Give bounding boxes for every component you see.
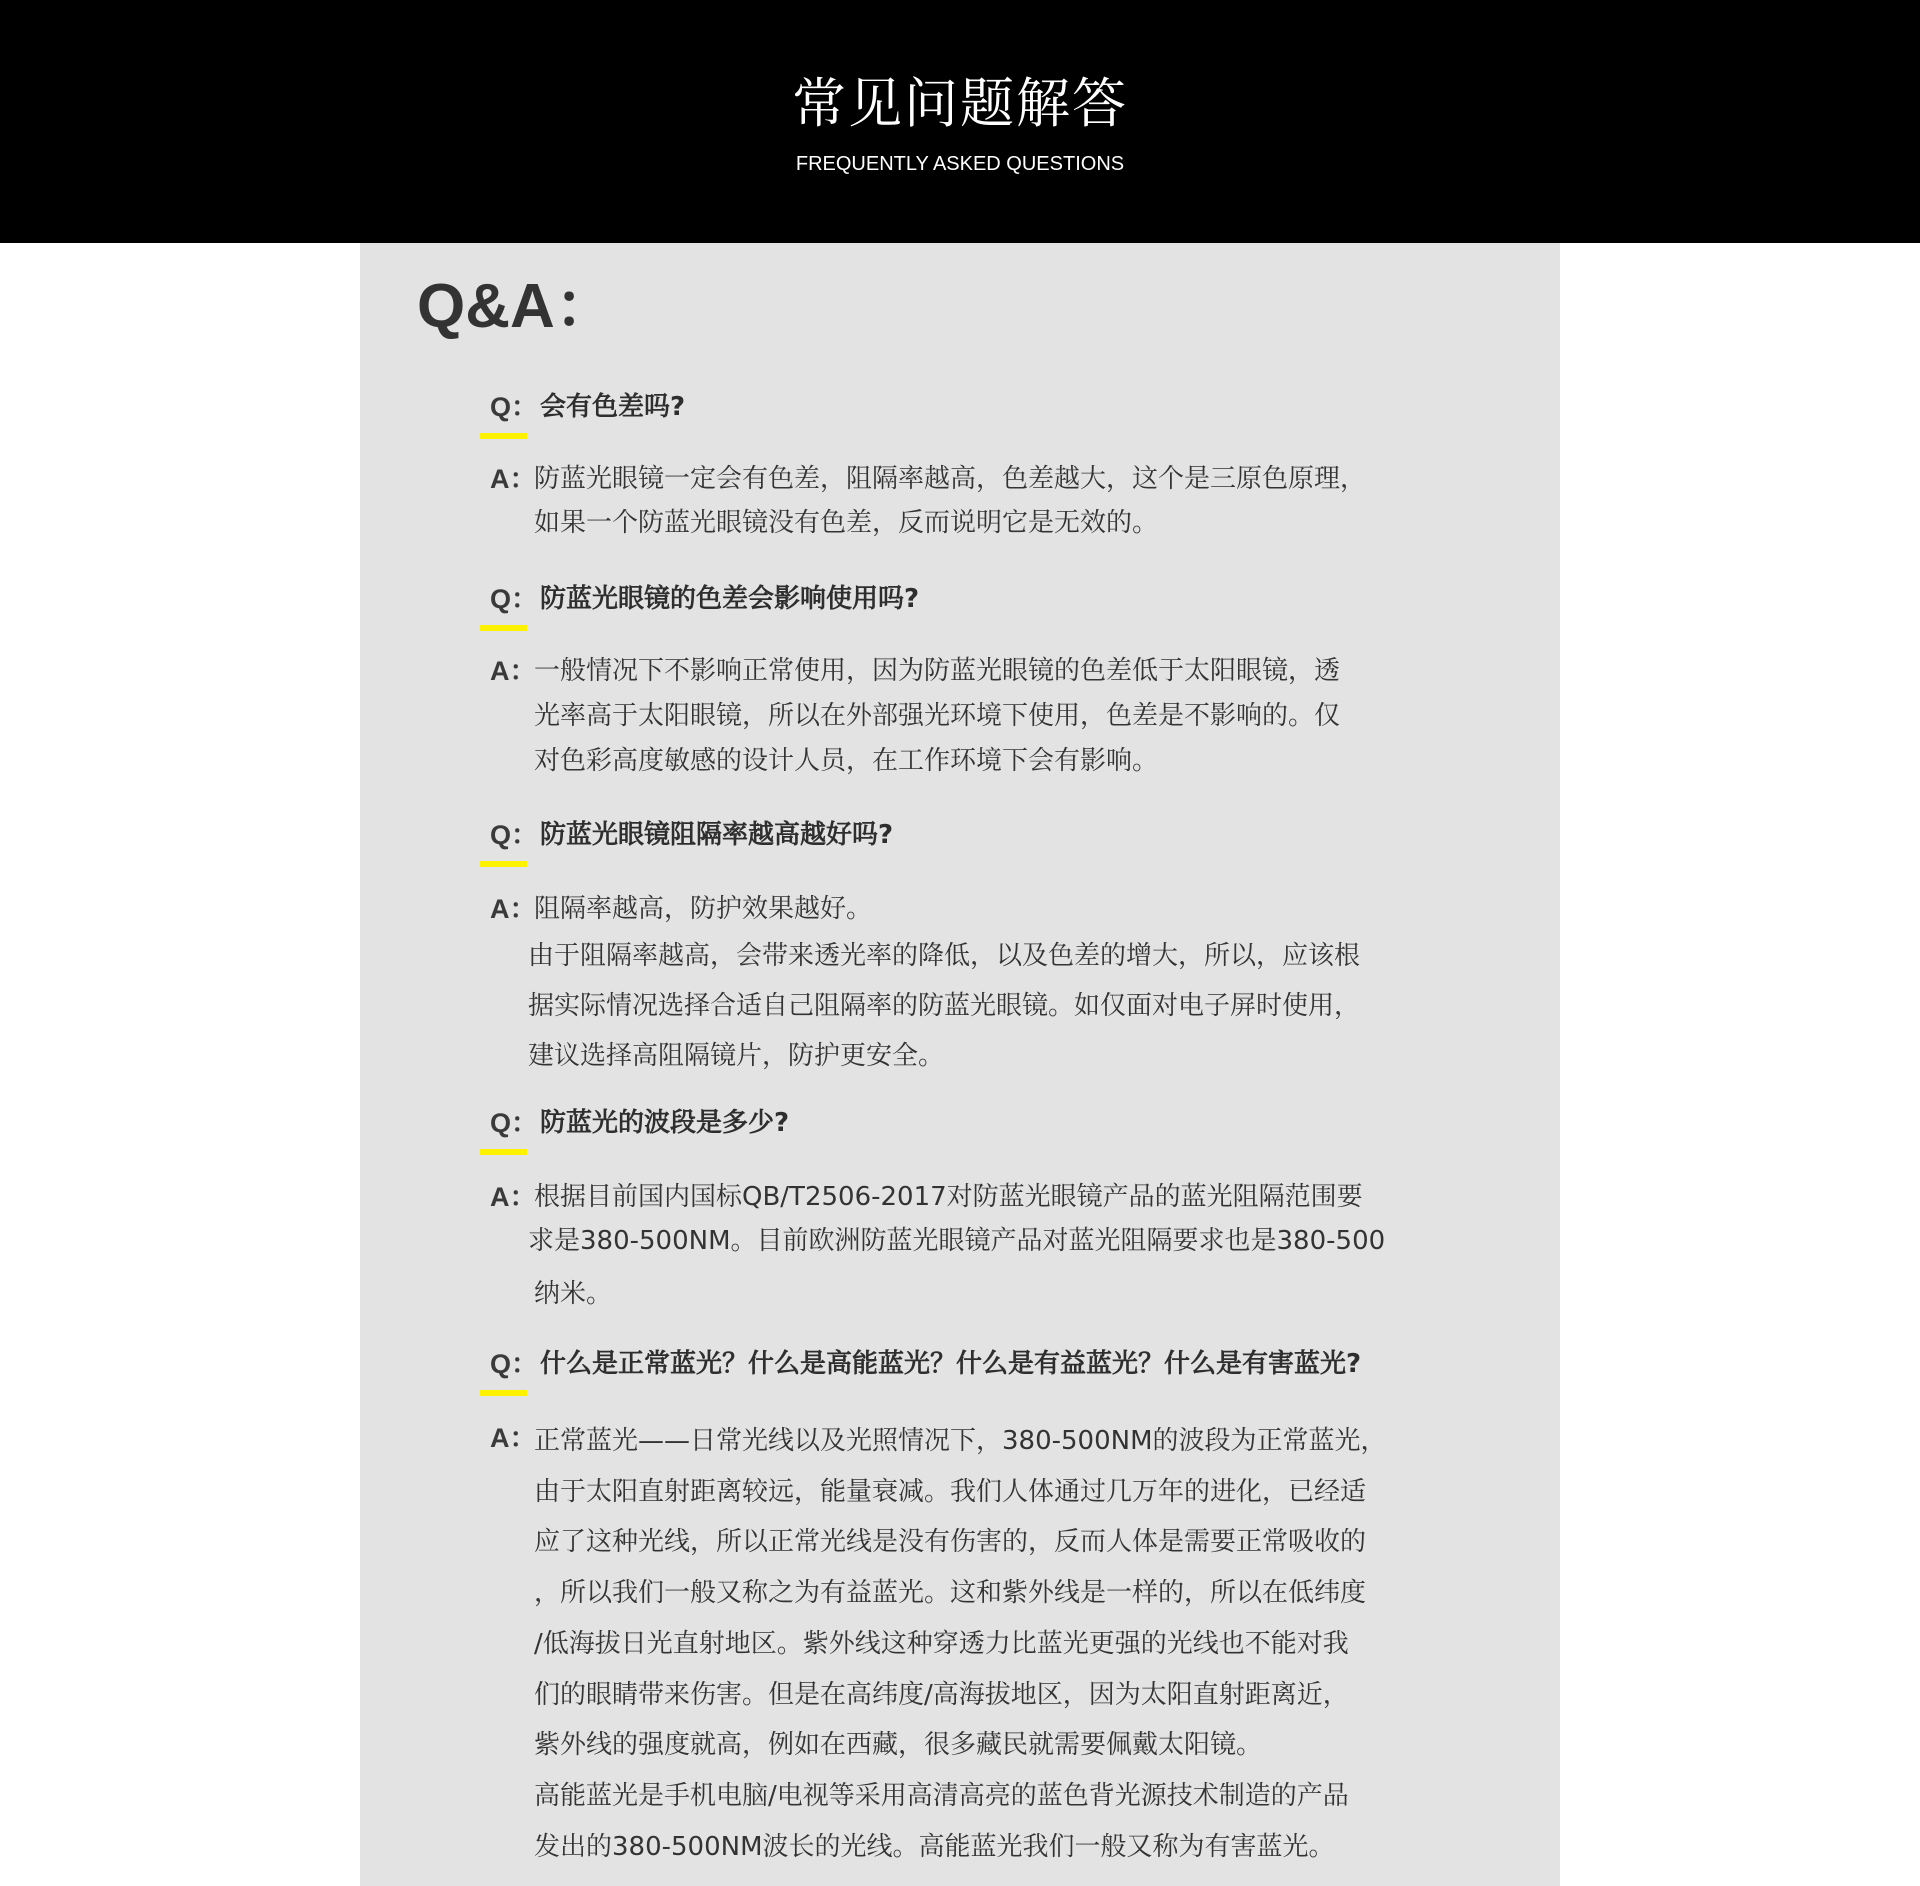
answer-prefix: A： (490, 894, 537, 924)
answer-line: 纳米。 (534, 1279, 613, 1309)
qa-heading: Q&A： (417, 272, 617, 341)
answer-line: 一般情况下不影响正常使用，因为防蓝光眼镜的色差低于太阳眼镜，透 (534, 656, 1341, 686)
answer-prefix: A： (490, 656, 537, 686)
answer-line: 应了这种光线，所以正常光线是没有伤害的，反而人体是需要正常吸收的 (534, 1527, 1367, 1558)
answer-line: 对色彩高度敏感的设计人员，在工作环境下会有影响。 (534, 746, 1159, 776)
question-text: 防蓝光眼镜的色差会影响使用吗? (540, 584, 920, 614)
question-prefix: Q： (490, 1349, 539, 1379)
answer-line: 根据目前国内国标QB/T2506-2017对防蓝光眼镜产品的蓝光阻隔范围要 (534, 1182, 1363, 1212)
answer-line: 据实际情况选择合适自己阻隔率的防蓝光眼镜。如仅面对电子屏时使用， (528, 991, 1361, 1021)
answer-line: 正常蓝光——日常光线以及光照情况下，380-500NM的波段为正常蓝光， (534, 1426, 1387, 1456)
answer-line: 紫外线的强度就高，例如在西藏，很多藏民就需要佩戴太阳镜。 (534, 1730, 1263, 1761)
question-underline (480, 1149, 527, 1155)
answer-prefix: A： (490, 1423, 537, 1453)
answer-line: 们的眼睛带来伤害。但是在高纬度/高海拔地区，因为太阳直射距离近， (534, 1679, 1349, 1710)
question-prefix: Q： (490, 584, 539, 614)
question-text: 什么是正常蓝光？什么是高能蓝光？什么是有益蓝光？什么是有害蓝光? (540, 1349, 1362, 1379)
answer-line: ，所以我们一般又称之为有益蓝光。这和紫外线是一样的，所以在低纬度 (534, 1578, 1367, 1609)
answer-line: 建议选择高阻隔镜片，防护更安全。 (528, 1041, 945, 1071)
answer-text (534, 457, 1464, 545)
answer-line: 由于太阳直射距离较远，能量衰减。我们人体通过几万年的进化，已经适 (534, 1476, 1367, 1507)
question-text: 防蓝光的波段是多少? (540, 1108, 790, 1138)
question-text: 会有色差吗? (540, 392, 686, 422)
answer-prefix: A： (490, 464, 537, 494)
question-prefix: Q： (490, 820, 539, 850)
answer-line: 求是380-500NM。目前欧洲防蓝光眼镜产品对蓝光阻隔要求也是380-500 (528, 1226, 1386, 1256)
question-underline (480, 1390, 527, 1396)
answer-text (534, 1416, 1464, 1872)
question-underline (480, 861, 527, 867)
question-prefix: Q： (490, 392, 539, 422)
page-subtitle: FREQUENTLY ASKED QUESTIONS (795, 153, 1125, 175)
question-prefix: Q： (490, 1108, 539, 1138)
answer-prefix: A： (490, 1182, 537, 1212)
page-header (0, 0, 1920, 243)
answer-line: 由于阻隔率越高，会带来透光率的降低，以及色差的增大，所以，应该根 (528, 941, 1361, 971)
answer-line: 防蓝光眼镜一定会有色差，阻隔率越高，色差越大，这个是三原色原理， (534, 464, 1367, 494)
answer-line: 发出的380-500NM波长的光线。高能蓝光我们一般又称为有害蓝光。 (534, 1831, 1335, 1862)
answer-text (528, 887, 1464, 1081)
question-underline (480, 433, 527, 439)
question-text: 防蓝光眼镜阻隔率越高越好吗? (540, 820, 894, 850)
answer-line: 高能蓝光是手机电脑/电视等采用高清高亮的蓝色背光源技术制造的产品 (534, 1780, 1349, 1811)
page-title: 常见问题解答 (792, 72, 1128, 135)
question-underline (480, 625, 527, 631)
faq-panel (360, 243, 1560, 1886)
answer-line: 如果一个防蓝光眼镜没有色差，反而说明它是无效的。 (534, 508, 1159, 538)
answer-line: /低海拔日光直射地区。紫外线这种穿透力比蓝光更强的光线也不能对我 (534, 1628, 1349, 1659)
answer-line: 阻隔率越高，防护效果越好。 (534, 894, 873, 924)
answer-text (534, 649, 1464, 784)
answer-line: 光率高于太阳眼镜，所以在外部强光环境下使用，色差是不影响的。仅 (534, 701, 1341, 731)
answer-text (528, 1175, 1464, 1325)
